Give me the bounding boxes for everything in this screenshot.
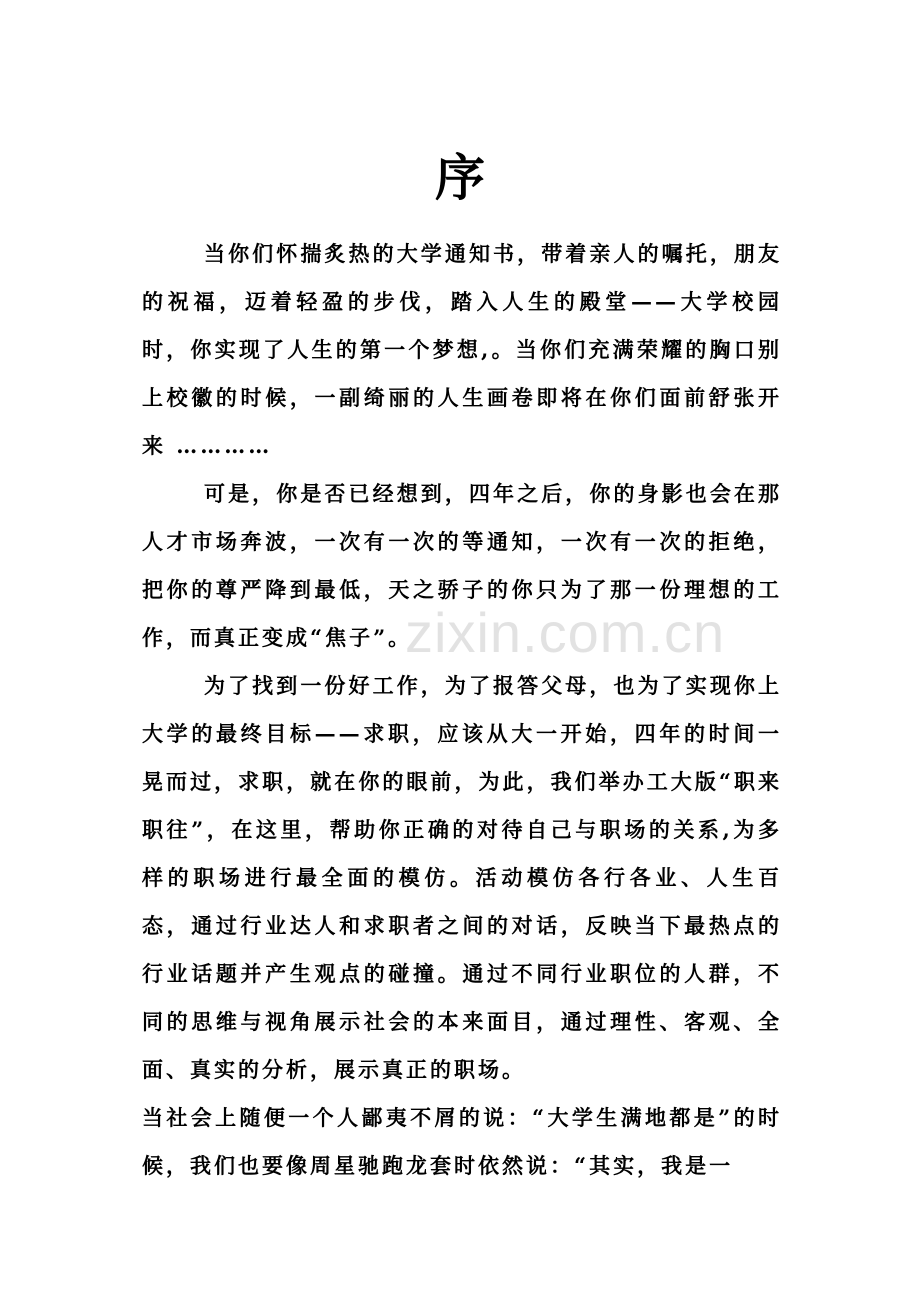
watermark: zixin.com.cn bbox=[405, 601, 726, 664]
paragraph-3: 为了找到一份好工作，为了报答父母，也为了实现你上大学的最终目标——求职，应该从大一开始，四年的时间一晃而过，求职，就在你的眼前，为此，我们举办工大版“职来职往”，在这里，帮助你正确的对待自己与职场的关系,为多样的职场进行最全面的模仿。活动模仿各行各业、人生百态，通过行业达人和求职者之间的对话，反映当下最热点的行业话题并产生观点的碰撞。通过不同行业职位的人群，不同的思维与视角展示社会的本来面目，通过理性、客观、全面、真实的分析，展示真正的职场。 bbox=[142, 673, 782, 1082]
body-text bbox=[142, 230, 782, 1190]
paragraph-1: 当你们怀揣炙热的大学通知书，带着亲人的嘱托，朋友的祝福，迈着轻盈的步伐，踏入人生的殿堂——大学校园时，你实现了人生的第一个梦想,。当你们充满荣耀的胸口别上校徽的时候，一副绮丽的人生画卷即将在你们面前舒张开来 ………… bbox=[142, 241, 782, 458]
paragraph-2: 可是，你是否已经想到，四年之后，你的身影也会在那人才市场奔波，一次有一次的等通知，一次有一次的拒绝，把你的尊严降到最低，天之骄子的你只为了那一份理想的工作，而真正变成“焦子”。 bbox=[142, 481, 782, 650]
paragraph-4: 当社会上随便一个人鄙夷不屑的说：“大学生满地都是”的时候，我们也要像周星驰跑龙套时依然说：“其实，我是一 bbox=[142, 1105, 782, 1178]
page-title: 序 bbox=[435, 148, 485, 207]
